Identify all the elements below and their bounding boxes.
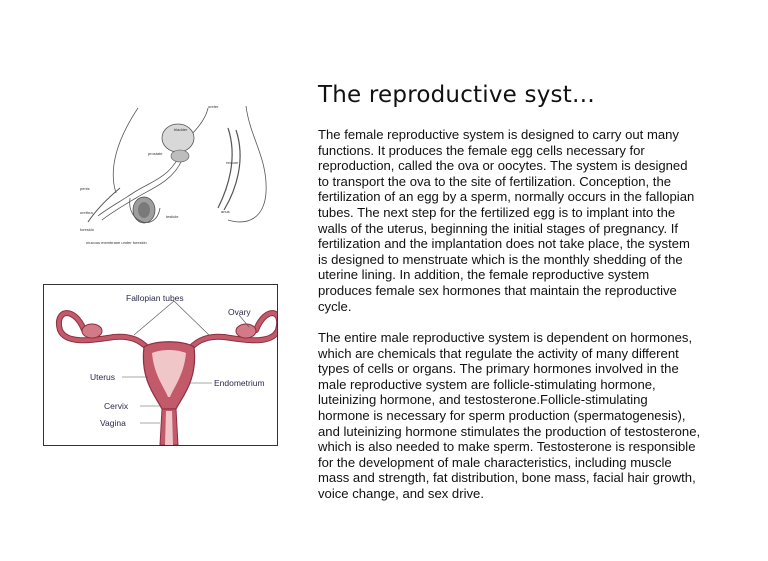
label-testicle: testicle [166,214,179,219]
label-ovary: Ovary [228,307,251,317]
slide-title: The reproductive syst… [318,82,596,108]
label-penis: penis [80,186,90,191]
label-prostate: prostate [148,151,163,156]
label-mucous: mucous membrane under foreskin [86,240,147,245]
male-system-paragraph: The entire male reproductive system is dependent on hormones, which are chemicals that regulate the activity of many different types of cells or organs. The primary hormones involved in the male reproductive system are follicle-stimulating hormone, luteinizing hormone, and testosterone.Follicle-stimulating hormone is necessary for sperm production (spermatogenesis), and luteinizing hormone stimulates the production of testosterone, which is also needed to make sperm. Testosterone is responsible for the development of male characteristics, including muscle mass and strength, fat distribution, bone mass, facial hair growth, voice change, and sex drive. [318,330,701,501]
label-foreskin: foreskin [80,227,95,232]
label-vagina: Vagina [100,418,126,428]
female-diagram-frame [43,284,278,446]
label-anus: anus [221,209,230,214]
label-uterus: Uterus [90,372,116,382]
label-fallopian-tubes: Fallopian tubes [126,293,184,303]
female-system-paragraph: The female reproductive system is designed to carry out many functions. It produces the female egg cells necessary for reproduction, called the ova or oocytes. The system is designed to transport the ova to the site of fertilization. Conception, the fertilization of an egg by a sperm, normally occurs in the fallopian tubes. The next step for the fertilized egg is to implant into the walls of the uterus, beginning the initial stages of pregnancy. If fertilization and the implantation does not take place, the system is designed to menstruate which is the monthly shedding of the uterine lining. In addition, the female reproductive system produces female sex hormones that maintain the reproductive cycle. [318,127,695,314]
label-cervix: Cervix [104,401,129,411]
label-ureter: ureter [208,104,219,109]
label-rectum: rectum [226,160,239,165]
label-bladder: bladder [174,127,188,132]
male-reproductive-diagram [78,98,278,248]
label-endometrium: Endometrium [214,378,265,388]
female-reproductive-diagram [44,285,277,445]
label-urethra: urethra [80,210,93,215]
